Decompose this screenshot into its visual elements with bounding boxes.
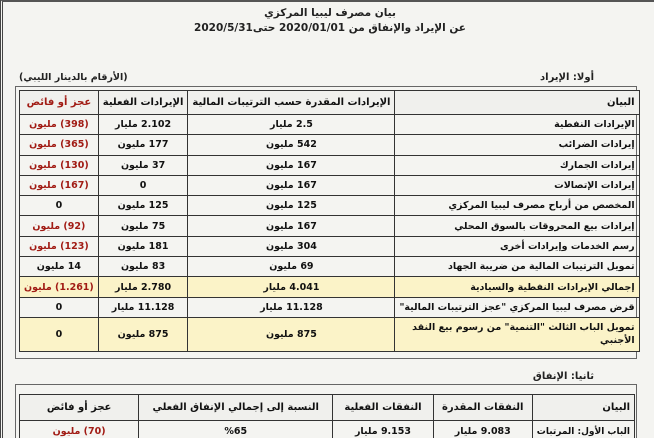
- column-header-item: البيان: [395, 91, 639, 115]
- deficit-value: (167) مليون: [20, 175, 99, 195]
- estimated-value: 167 مليون: [188, 155, 395, 175]
- table-row: [20, 216, 640, 236]
- header-title: بيان مصرف ليبيا المركزي: [264, 7, 396, 19]
- row-label: إيرادات بيع المحروقات بالسوق المحلي: [395, 216, 639, 236]
- deficit-value: (130) مليون: [20, 155, 99, 175]
- row-label: إيرادات الجمارك: [395, 155, 639, 175]
- table-row: [20, 155, 640, 175]
- table-row: [20, 175, 640, 195]
- column-header-deficit: عجز أو فائض: [20, 91, 99, 115]
- row-label: المخصص من أرباح مصرف ليبيا المركزي: [395, 196, 639, 216]
- deficit-value: (123) مليون: [20, 236, 99, 256]
- deficit-value: 0: [20, 196, 99, 216]
- actual-value: 75 مليون: [98, 216, 188, 236]
- deficit-value: 0: [20, 297, 99, 317]
- column-header-estimated: الإيرادات المقدرة حسب الترتيبات المالية: [188, 91, 395, 115]
- column-header-actual: الإيرادات الفعلية: [98, 91, 188, 115]
- table-row: [20, 297, 640, 317]
- actual-value: 11.128 مليار: [98, 297, 188, 317]
- revenue-table: [19, 90, 640, 352]
- column-header-item: البيان: [532, 395, 634, 421]
- estimated-value: 542 مليون: [188, 135, 395, 155]
- actual-value: 9.153 مليار: [333, 421, 433, 438]
- column-header-estimated: النفقات المقدرة: [433, 395, 532, 421]
- actual-value: 2.780 مليار: [98, 277, 188, 297]
- actual-value: 2.102 مليار: [98, 115, 188, 135]
- row-label: إجمالي الإيرادات النفطية والسيادية: [395, 277, 639, 297]
- estimated-value: 11.128 مليار: [188, 297, 395, 317]
- column-header-actual: النفقات الفعلية: [333, 395, 433, 421]
- table-row: [20, 115, 640, 135]
- deficit-value: (398) مليون: [20, 115, 99, 135]
- row-label: قرض مصرف ليبيا المركزي "عجز الترتيبات المالية": [395, 297, 639, 317]
- actual-value: 37 مليون: [98, 155, 188, 175]
- row-label: إيرادات الإتصالات: [395, 175, 639, 195]
- estimated-value: 167 مليون: [188, 216, 395, 236]
- actual-value: 181 مليون: [98, 236, 188, 256]
- expenditure-table: [19, 394, 635, 438]
- table-row: [20, 135, 640, 155]
- estimated-value: 304 مليون: [188, 236, 395, 256]
- deficit-value: 14 مليون: [20, 257, 99, 277]
- actual-value: 0: [98, 175, 188, 195]
- estimated-value: 4.041 مليار: [188, 277, 395, 297]
- header-period: عن الإيراد والإنفاق من 2020/01/01 حتى2020/5/31: [194, 22, 466, 34]
- actual-value: 177 مليون: [98, 135, 188, 155]
- actual-value: 875 مليون: [98, 317, 188, 351]
- table-row: [20, 236, 640, 256]
- currency-note: (الأرقام بالدينار الليبي): [19, 72, 128, 83]
- table-row: [20, 277, 640, 297]
- deficit-value: 0: [20, 317, 99, 351]
- document-header: [3, 6, 654, 36]
- expenditure-section-title: ثانيا: الإنفاق: [532, 371, 594, 382]
- expenditure-header-row: [20, 395, 635, 421]
- deficit-value: (92) مليون: [20, 216, 99, 236]
- column-header-ratio: النسبة إلى إجمالي الإنفاق الفعلي: [139, 395, 333, 421]
- column-header-deficit: عجز أو فائض: [20, 395, 139, 421]
- table-row: [20, 317, 640, 351]
- row-label: الباب الأول: المرتبات: [532, 421, 634, 438]
- estimated-value: 2.5 مليار: [188, 115, 395, 135]
- row-label: تمويل الباب الثالث "التنمية" من رسوم بيع النقد الأجنبي: [395, 317, 639, 351]
- actual-value: 83 مليون: [98, 257, 188, 277]
- revenue-header-row: [20, 91, 640, 115]
- row-label: إيرادات الضرائب: [395, 135, 639, 155]
- row-label: تمويل الترتيبات المالية من ضريبة الجهاد: [395, 257, 639, 277]
- actual-value: 125 مليون: [98, 196, 188, 216]
- estimated-value: 69 مليون: [188, 257, 395, 277]
- revenue-section-title: أولا: الإيراد: [540, 72, 594, 83]
- row-label: رسم الخدمات وإيرادات أخرى: [395, 236, 639, 256]
- table-row: [20, 421, 635, 438]
- deficit-value: (1.261) مليون: [20, 277, 99, 297]
- ratio-value: %65: [139, 421, 333, 438]
- estimated-value: 9.083 مليار: [433, 421, 532, 438]
- estimated-value: 167 مليون: [188, 175, 395, 195]
- deficit-value: (365) مليون: [20, 135, 99, 155]
- estimated-value: 125 مليون: [188, 196, 395, 216]
- deficit-value: (70) مليون: [20, 421, 139, 438]
- table-row: [20, 257, 640, 277]
- row-label: الإيرادات النفطية: [395, 115, 639, 135]
- table-row: [20, 196, 640, 216]
- estimated-value: 875 مليون: [188, 317, 395, 351]
